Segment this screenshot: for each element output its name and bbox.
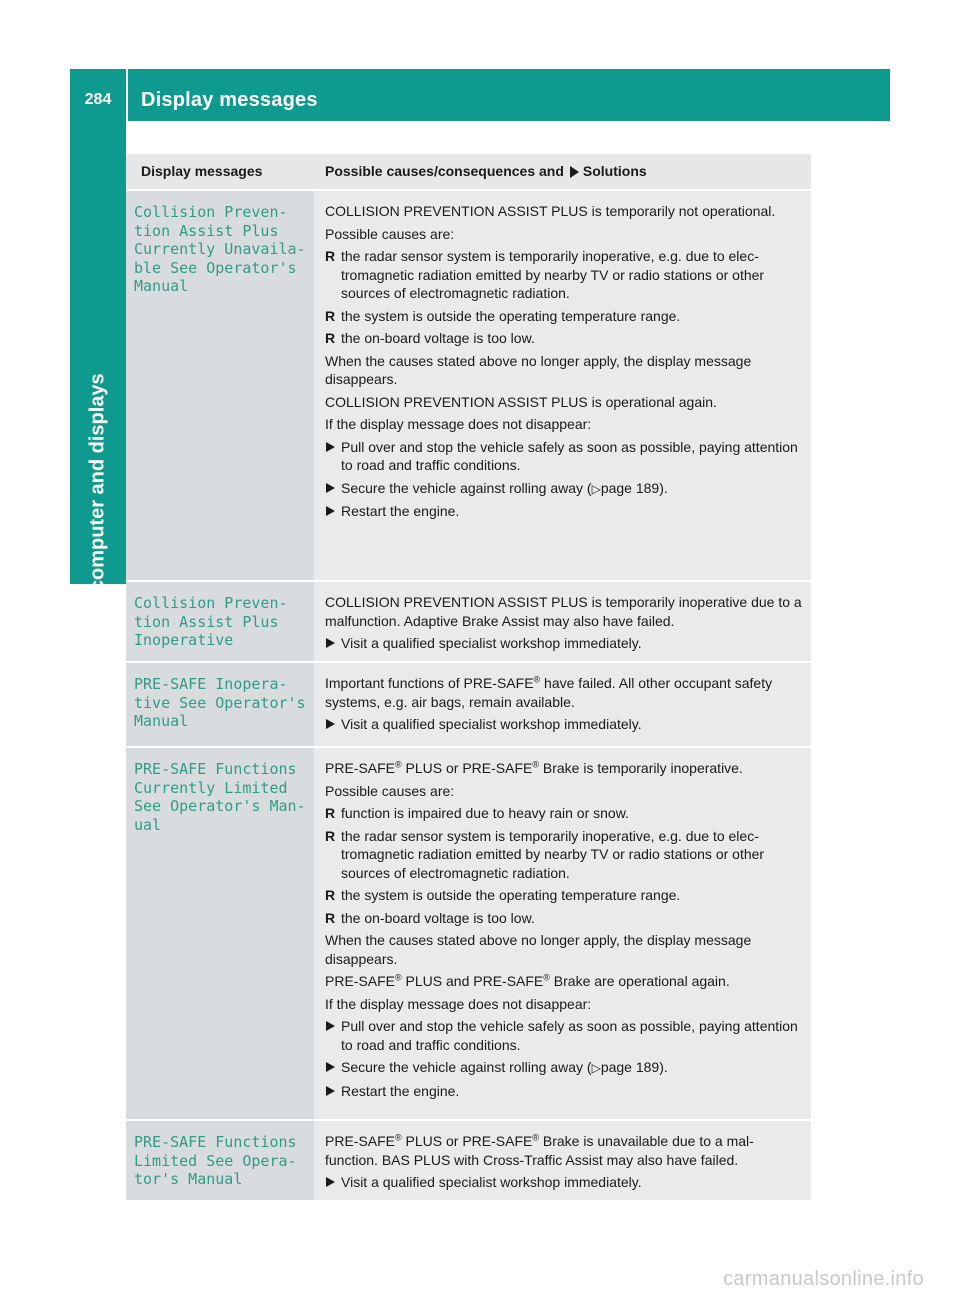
action-triangle-icon (326, 506, 335, 516)
action-step: Secure the vehicle against rolling away (▷page 189). (325, 1058, 805, 1078)
bullet-icon: R (325, 805, 336, 821)
action-triangle-icon (326, 483, 335, 493)
list-item: R the radar sensor system is temporarily inoperative, e.g. due to elec-tromagnetic radiation emitted by nearby TV or radio stations or other sources of electromagnetic radiation. (325, 248, 765, 301)
action-triangle-icon (326, 719, 335, 729)
action-step: Pull over and stop the vehicle safely as soon as possible, paying attention to road and traffic conditions. (325, 438, 805, 475)
table-row (126, 748, 811, 1121)
registered-mark: ® (533, 674, 541, 685)
page-ref-icon: ▷ (591, 481, 601, 496)
solution-cell (314, 1121, 811, 1200)
text: PRE-SAFE® PLUS or PRE-SAFE® Brake is temporarily inoperative. (325, 759, 743, 776)
bullet-icon: R (325, 248, 336, 264)
registered-mark: ® (543, 972, 550, 983)
page-reference[interactable]: page 189). (600, 479, 668, 496)
side-section-label: On-board computer and displays (86, 373, 109, 687)
solution-cell (314, 663, 811, 746)
table-row (126, 582, 811, 663)
registered-mark: ® (532, 1132, 539, 1143)
table-header (126, 154, 811, 191)
text: When the causes stated above no longer apply, the display message disappears. (325, 352, 752, 387)
list-item: R the system is outside the operating temperature range. (325, 307, 681, 324)
table-row (126, 191, 811, 582)
bullet-icon: R (325, 330, 336, 346)
page-reference[interactable]: page 189). (600, 1059, 668, 1075)
table-row (126, 663, 811, 748)
action-triangle-icon (326, 638, 335, 648)
text: PRE-SAFE® PLUS and PRE-SAFE® Brake are operational again. (325, 972, 730, 989)
column-header-solutions (314, 154, 811, 189)
text: PRE-SAFE® PLUS or PRE-SAFE® Brake is unavailable due to a mal-function. BAS PLUS with Cross-Traffic Assist may also have failed. (325, 1132, 754, 1168)
list-item: R the on-board voltage is too low. (325, 330, 535, 346)
action-step: Visit a qualified specialist workshop immediately. (325, 1173, 805, 1192)
text: When the causes stated above no longer apply, the display message disappears. (325, 932, 752, 967)
action-triangle-icon (326, 1021, 335, 1031)
bullet-icon: R (325, 827, 336, 844)
action-triangle-icon (326, 1177, 335, 1187)
column-header-solutions-prefix: Possible causes/consequences and (325, 163, 564, 179)
action-triangle-icon (326, 442, 335, 452)
page-number: 284 (84, 91, 112, 108)
action-step: Visit a qualified specialist workshop immediately. (325, 715, 805, 734)
registered-mark: ® (395, 972, 402, 983)
action-step: Visit a qualified specialist workshop immediately. (325, 634, 805, 653)
list-item: R the on-board voltage is too low. (325, 909, 535, 926)
action-triangle-icon (326, 1062, 335, 1072)
action-step: Secure the vehicle against rolling away (▷page 189). (325, 479, 805, 499)
action-step: Pull over and stop the vehicle safely as soon as possible, paying attention to road and traffic conditions. (325, 1017, 805, 1054)
page-title: Display messages (141, 89, 318, 111)
solution-cell (314, 191, 811, 580)
display-message: PRE-SAFE Inopera‐ tive See Operator's Manual (126, 663, 314, 746)
display-messages-table (126, 154, 811, 1200)
list-item: R the system is outside the operating temperature range. (325, 887, 681, 903)
text: COLLISION PREVENTION ASSIST PLUS is operational again. (325, 393, 717, 410)
column-header-messages: Display messages (141, 163, 263, 179)
solution-cell (314, 748, 811, 1119)
text: COLLISION PREVENTION ASSIST PLUS is temporarily not operational. (325, 203, 776, 219)
solution-cell (314, 582, 811, 661)
column-header-solutions-suffix: Solutions (582, 163, 647, 179)
action-step: Restart the engine. (325, 1082, 805, 1101)
bullet-icon: R (325, 887, 336, 903)
display-message: Collision Preven‐ tion Assist Plus Inoperative (126, 582, 314, 661)
text: Possible causes are: (325, 782, 455, 799)
text: If the display message does not disappear: (325, 416, 592, 432)
registered-mark: ® (395, 1132, 402, 1143)
list-item: R function is impaired due to heavy rain or snow. (325, 805, 629, 821)
text: Possible causes are: (325, 225, 455, 242)
display-message: PRE-SAFE Functions Limited See Opera‐ tor's Manual (126, 1121, 314, 1200)
text: COLLISION PREVENTION ASSIST PLUS is temporarily inoperative due to a malfunction. Adaptive Brake Assist may also have failed. (325, 594, 802, 629)
text: Important functions of PRE-SAFE® have failed. All other occupant safety systems, e.g. air bags, remain available. (325, 674, 773, 710)
registered-mark: ® (395, 759, 402, 770)
action-triangle-icon (570, 166, 579, 178)
header-divider (126, 69, 128, 121)
display-message: Collision Preven‐ tion Assist Plus Currently Unavaila‐ ble See Operator's Manual (126, 191, 314, 580)
page-ref-icon: ▷ (591, 1061, 601, 1075)
bullet-icon: R (325, 307, 336, 324)
registered-mark: ® (532, 759, 539, 770)
table-row (126, 1121, 811, 1200)
bullet-icon: R (325, 909, 336, 926)
action-step: Restart the engine. (325, 502, 805, 521)
text: If the display message does not disappear: (325, 995, 592, 1012)
display-message: PRE-SAFE Functions Currently Limited See Operator's Man‐ ual (126, 748, 314, 1119)
list-item: R the radar sensor system is temporarily inoperative, e.g. due to elec-tromagnetic radiation emitted by nearby TV or radio stations or other sources of electromagnetic radiation. (325, 827, 765, 881)
watermark: carmanualsonline.info (723, 1268, 924, 1290)
action-triangle-icon (326, 1086, 335, 1096)
